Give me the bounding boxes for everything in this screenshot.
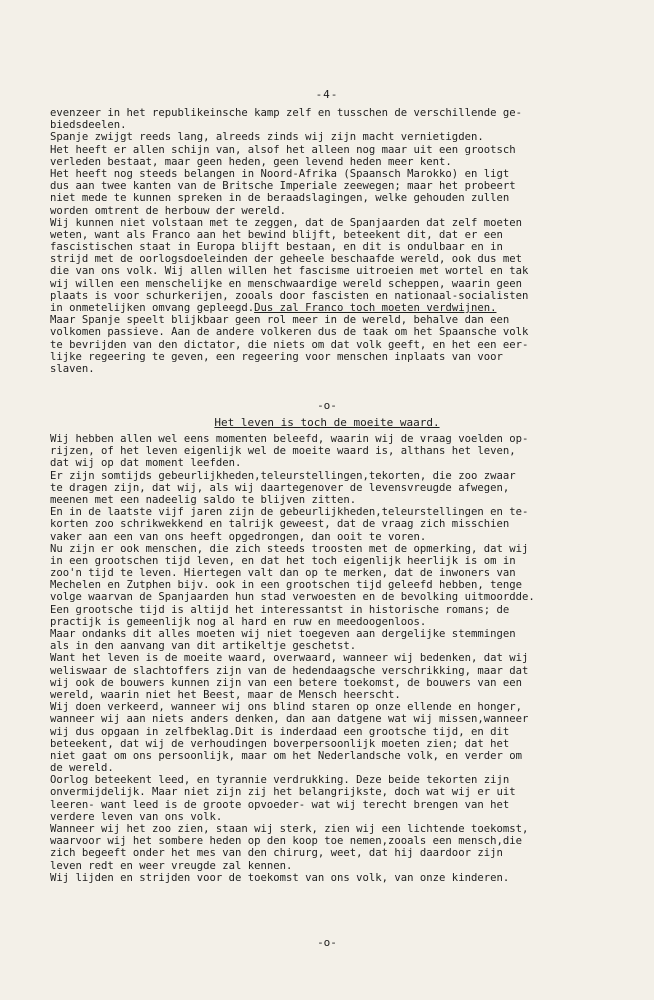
text-line: Een grootsche tijd is altijd het interessantst in historische romans; de xyxy=(50,603,510,616)
text-line: de wereld. xyxy=(50,762,114,775)
text-line: in een grootschen tijd leven, en dat het toch eigenlijk heerlijk is om in xyxy=(50,554,516,567)
text-line: te bevrijden van den dictator, die niets om dat volk geeft, en het een eer- xyxy=(50,338,529,351)
text-line-with-underline xyxy=(50,302,650,314)
underlined-sentence: Dus zal Franco toch moeten verdwijnen. xyxy=(254,302,497,314)
text-line: lijke regeering te geven, een regeering voor menschen inplaats van voor xyxy=(50,350,503,363)
text-line: Spanje zwijgt reeds lang, alreeds zinds wij zijn macht vernietigden. xyxy=(50,131,484,144)
text-line: plaats is voor schurkerijen, zooals door fascisten en nationaal-socialisten xyxy=(50,289,529,302)
text-line: vaker aan een van ons heeft opgedrongen, dan ooit te voren. xyxy=(50,530,427,543)
text-line: leeren- want leed is de groote opvoeder- wat wij terecht brengen van het xyxy=(50,798,510,811)
text-line: En in de laatste vijf jaren zijn de gebeurlijkheden,teleurstellingen en te- xyxy=(50,506,529,519)
text-line: onvermijdelijk. Maar niet zijn zij het belangrijkste, doch wat wij er uit xyxy=(50,786,516,799)
text-line: Mechelen en Zutphen bijv. ook in een grootschen tijd geleefd hebben, tenge xyxy=(50,579,522,592)
text-line: volkomen passieve. Aan de andere volkeren dus de taak om het Spaansche volk xyxy=(50,326,529,339)
text-line: wereld, waarin niet het Beest, maar de Mensch heerscht. xyxy=(50,688,401,701)
text-line: niet mede te kunnen spreken in de beraadslagingen, welke gehouden zullen xyxy=(50,192,510,205)
text-line: fascistischen staat in Europa blijft bestaan, en dit is ondulbaar en in xyxy=(50,241,503,254)
text-line: worden omtrent de herbouw der wereld. xyxy=(50,204,286,217)
text-line: beteekent, dat wij de verhoudingen boverpersoonlijk moeten zien; dat het xyxy=(50,737,510,750)
text-line: wij dus opgaan in zelfbeklag.Dit is inderdaad een grootsche tijd, en dit xyxy=(50,725,510,738)
heading-text: Het leven is toch de moeite waard. xyxy=(214,416,440,429)
text-line: rijzen, of het leven eigenlijk wel de moeite waard is, althans het leven, xyxy=(50,445,516,458)
text-line: weliswaar de slachtoffers zijn van de hedendaagsche verschrikking, maar dat xyxy=(50,664,529,677)
text-line: slaven. xyxy=(50,362,95,375)
text-line: Wij doen verkeerd, wanneer wij ons blind staren op onze ellende en honger, xyxy=(50,701,522,714)
section-spain xyxy=(50,107,650,375)
text-line: leven redt en weer vreugde zal kennen. xyxy=(50,859,293,872)
text-line: Het heeft nog steeds belangen in Noord-Afrika (Spaansch Marokko) en ligt xyxy=(50,167,510,180)
text-line: Oorlog beteekent leed, en tyrannie verdrukking. Deze beide tekorten zijn xyxy=(50,774,510,787)
text-line: biedsdeelen. xyxy=(50,119,127,132)
text-line: dat wij op dat moment leefden. xyxy=(50,457,242,470)
text-line: Maar ondanks dit alles moeten wij niet toegeven aan dergelijke stemmingen xyxy=(50,628,516,640)
text-line: Want het leven is de moeite waard, overwaard, wanneer wij bedenken, dat wij xyxy=(50,652,529,665)
text-segment: in onmetelijken omvang gepleegd. xyxy=(50,302,255,314)
text-line: practijk is gemeenlijk nog al hard en ruw en meedoogenloos. xyxy=(50,615,427,628)
text-line: Wanneer wij het zoo zien, staan wij sterk, zien wij een lichtende toekomst, xyxy=(50,823,529,835)
text-line: volge waarvan de Spanjaarden hun stad verwoesten en de bevolking uitmoordde. xyxy=(50,591,535,604)
text-line: meenen met een nadeelig saldo te blijven zitten. xyxy=(50,493,357,506)
text-line: strijd met de oorlogsdoeleinden der geheele beschaafde wereld, ook dus met xyxy=(50,253,522,266)
text-line: Er zijn somtijds gebeurlijkheden,teleurstellingen,tekorten, die zoo zwaar xyxy=(50,469,516,482)
text-line: zoo'n tijd te leven. Hiertegen valt dan op te merken, dat de inwoners van xyxy=(50,567,516,580)
text-line: wanneer wij aan niets anders denken, dan aan datgene wat wij missen,wanneer xyxy=(50,713,529,726)
section-article xyxy=(50,433,650,884)
text-line: zich begeeft onder het mes van den chirurg, weet, dat hij daardoor zijn xyxy=(50,847,503,860)
text-line: waarvoor wij het sombere heden op den koop toe nemen,zooals een mensch,die xyxy=(50,835,522,848)
section-separator: -o- xyxy=(317,399,337,412)
text-line: niet gaat om ons persoonlijk, maar om het Nederlandsche volk, en verder om xyxy=(50,749,522,762)
text-line: korten zoo schrikwekkend en talrijk geweest, dat de vraag zich misschien xyxy=(50,518,510,531)
text-line: als in den aanvang van dit artikeltje geschetst. xyxy=(50,640,357,653)
text-line: verleden bestaat, maar geen heden, geen levend heden meer kent. xyxy=(50,155,452,168)
section-separator: -o- xyxy=(317,936,337,949)
text-line: dus aan twee kanten van de Britsche Imperiale zeewegen; maar het probeert xyxy=(50,180,516,193)
text-line: verdere leven van ons volk. xyxy=(50,810,223,823)
text-line: Wij hebben allen wel eens momenten beleefd, waarin wij de vraag voelden op- xyxy=(50,433,529,445)
text-line: Nu zijn er ook menschen, die zich steeds troosten met de opmerking, dat wij xyxy=(50,542,529,555)
text-line: Wij lijden en strijden voor de toekomst van ons volk, van onze kinderen. xyxy=(50,871,510,884)
text-line: Maar Spanje speelt blijkbaar geen rol meer in de wereld, behalve dan een xyxy=(50,314,510,327)
text-line: wij ook de bouwers kunnen zijn van een betere toekomst, de bouwers van een xyxy=(50,676,522,689)
text-line: Het heeft er allen schijn van, alsof het alleen nog maar uit een grootsch xyxy=(50,143,516,156)
text-line: die van ons volk. Wij allen willen het fascisme uitroeien met wortel en tak xyxy=(50,265,529,278)
text-line: evenzeer in het republikeinsche kamp zelf en tusschen de verschillende ge- xyxy=(50,107,522,119)
text-line: te dragen zijn, dat wij, als wij daartegenover de levensvreugde afwegen, xyxy=(50,481,510,494)
text-line: wij willen een menschelijke en menschwaardige wereld scheppen, waarin geen xyxy=(50,277,522,290)
article-heading xyxy=(0,416,654,429)
text-line: weten, want als Franco aan het bewind blijft, beteekent dit, dat er een xyxy=(50,228,503,241)
text-line: Wij kunnen niet volstaan met te zeggen, dat de Spanjaarden dat zelf moeten xyxy=(50,216,522,229)
page-number: -4- xyxy=(315,88,339,101)
